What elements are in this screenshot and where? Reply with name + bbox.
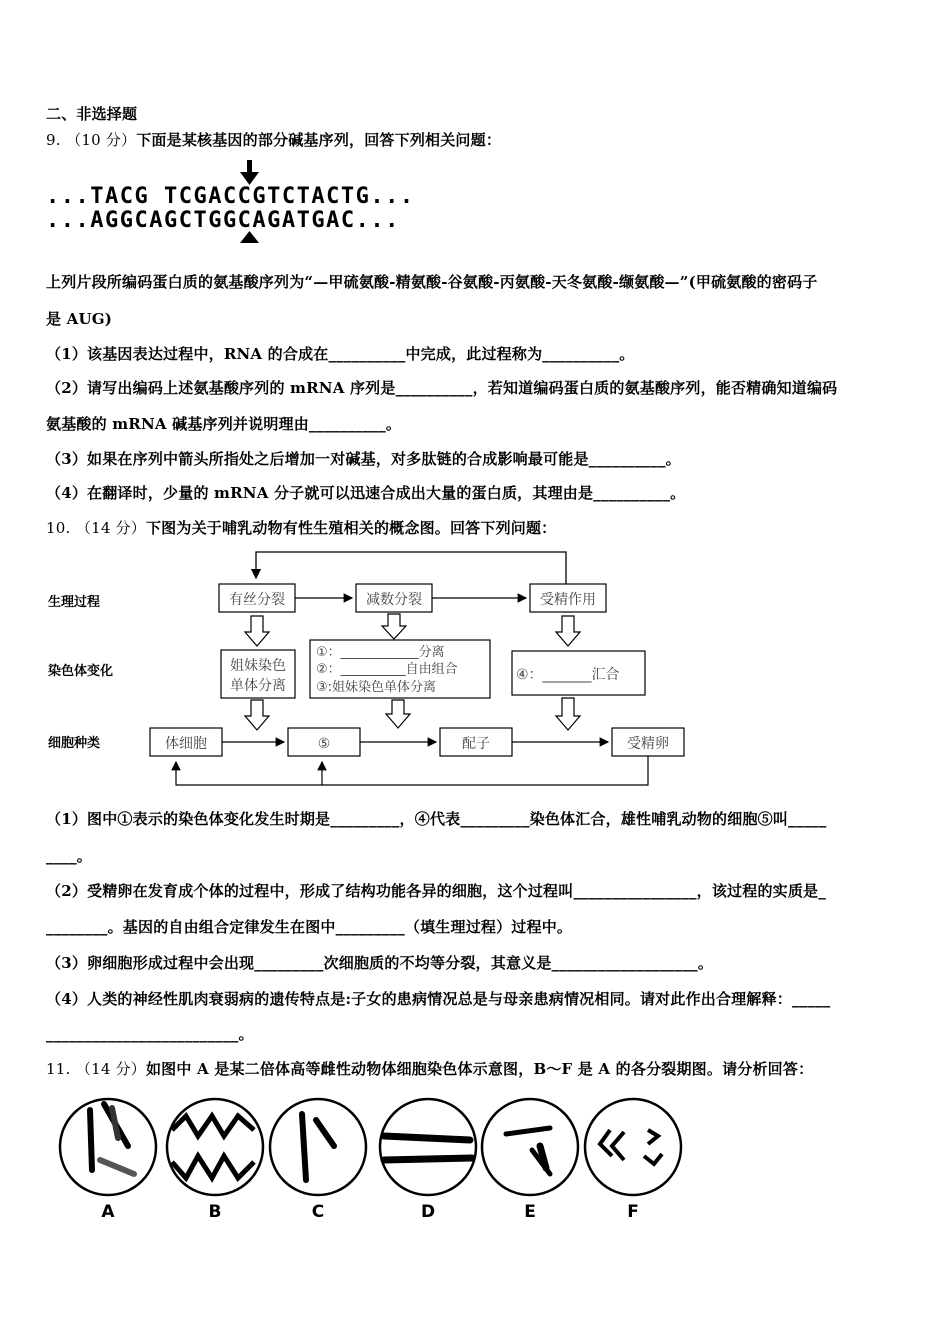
box-zygote-label: 受精卵 <box>627 736 669 752</box>
q9-sub1: （1）该基因表达过程中，RNA 的合成在__________中完成，此过程称为__________。 <box>46 345 635 363</box>
box-gamete-label: 配子 <box>462 736 490 752</box>
cell-a-chromosomes <box>90 1104 134 1174</box>
q11-number: 11. <box>46 1060 71 1078</box>
q9-stem-text: 下面是某核基因的部分碱基序列，回答下列相关问题： <box>136 131 502 149</box>
cell-label-e: E <box>524 1202 536 1222</box>
q10-sub4-line2: _________________________。 <box>46 1025 254 1043</box>
row-label-cell: 细胞种类 <box>48 736 101 751</box>
cell-b <box>167 1099 263 1195</box>
cell-d <box>380 1099 476 1195</box>
row-label-process: 生理过程 <box>48 595 101 610</box>
q10-sub1-line1: （1）图中①表示的染色体变化发生时期是_________，④代表_________染色体汇合，雄性哺乳动物的细胞⑤叫_____ <box>46 810 827 828</box>
box-fertilization-label: 受精作用 <box>540 592 596 608</box>
cell-d-chromosomes <box>384 1136 472 1160</box>
concept-diagram <box>0 540 950 800</box>
box-mitosis-label: 有丝分裂 <box>229 592 285 608</box>
dna-top-strand: ...TACG TCGACCGTCTACTG... <box>46 184 415 209</box>
fertilization-item: ④：_______汇合 <box>516 667 620 683</box>
cell-label-b: B <box>208 1202 222 1222</box>
cell-e-chromosomes <box>506 1128 550 1174</box>
sister-line1: 姐妹染色 <box>230 658 286 674</box>
q9-sub2-line1: （2）请写出编码上述氨基酸序列的 mRNA 序列是__________，若知道编码蛋白质的氨基酸序列，能否精确知道编码 <box>46 379 838 397</box>
q9-number: 9. <box>46 131 61 149</box>
cell-f <box>585 1099 681 1195</box>
q9-intro-line2: 是 AUG) <box>46 310 113 328</box>
box-five-label: ⑤ <box>317 736 331 752</box>
cell-f-chromosomes <box>600 1130 662 1164</box>
cell-division-figures <box>0 1090 950 1230</box>
meiosis-item1: ①：____________分离 <box>316 645 445 660</box>
q11-score: （14 分） <box>75 1060 146 1078</box>
q9-score: （10 分） <box>66 131 137 149</box>
meiosis-item3: ③:姐妹染色单体分离 <box>316 680 437 695</box>
cell-label-c: C <box>311 1202 325 1222</box>
dna-bottom-strand: ...AGGCAGCTGGCAGATGAC... <box>46 208 400 233</box>
section-title: 二、非选择题 <box>46 105 138 123</box>
q9-sub2-line2: 氨基酸的 mRNA 碱基序列并说明理由__________。 <box>46 415 402 433</box>
q11-stem-text: 如图中 A 是某二倍体高等雌性动物体细胞染色体示意图，B～F 是 A 的各分裂期图。请分析回答： <box>145 1060 814 1078</box>
cell-b-chromosomes <box>172 1116 254 1178</box>
cell-label-d: D <box>420 1202 436 1222</box>
meiosis-item2: ②：__________自由组合 <box>316 662 458 677</box>
q10-score: （14 分） <box>75 519 146 537</box>
row-label-chromosome: 染色体变化 <box>48 664 114 679</box>
cell-label-a: A <box>101 1202 115 1222</box>
q9-intro-line1: 上列片段所编码蛋白质的氨基酸序列为“—甲硫氨酸-精氨酸-谷氨酸-丙氨酸-天冬氨酸-缬氨酸—”(甲硫氨酸的密码子 <box>46 273 818 291</box>
q10-sub1-line2: ____。 <box>46 847 93 865</box>
sister-line2: 单体分离 <box>230 678 286 694</box>
q10-sub4-line1: （4）人类的神经性肌肉衰弱病的遗传特点是:子女的患病情况总是与母亲患病情况相同。请对此作出合理解释：_____ <box>46 990 831 1008</box>
q10-number: 10. <box>46 519 71 537</box>
cell-c <box>270 1099 366 1195</box>
q9-sub3: （3）如果在序列中箭头所指处之后增加一对碱基，对多肽链的合成影响最可能是__________。 <box>46 450 681 468</box>
cell-e <box>482 1099 578 1195</box>
box-meiosis-label: 减数分裂 <box>366 592 422 608</box>
down-arrow-icon <box>240 160 259 185</box>
cell-c-chromosomes <box>302 1114 334 1180</box>
cell-label-f: F <box>627 1202 639 1222</box>
q10-sub2-line1: （2）受精卵在发育成个体的过程中，形成了结构功能各异的细胞，这个过程叫________________，该过程的实质是_ <box>46 882 826 900</box>
q10-sub3: （3）卵细胞形成过程中会出现_________次细胞质的不均等分裂，其意义是___________________。 <box>46 954 714 972</box>
q10-sub2-line2: ________。基因的自由组合定律发生在图中_________（填生理过程）过程中。 <box>46 918 573 936</box>
box-somatic-label: 体细胞 <box>165 736 207 752</box>
q10-stem <box>46 517 556 538</box>
q11-stem <box>46 1058 813 1079</box>
hollow-down-arrows-row2 <box>245 698 580 730</box>
q10-stem-text: 下图为关于哺乳动物有性生殖相关的概念图。回答下列问题： <box>145 519 557 537</box>
q9-sub4: （4）在翻译时，少量的 mRNA 分子就可以迅速合成出大量的蛋白质，其理由是__________。 <box>46 484 686 502</box>
